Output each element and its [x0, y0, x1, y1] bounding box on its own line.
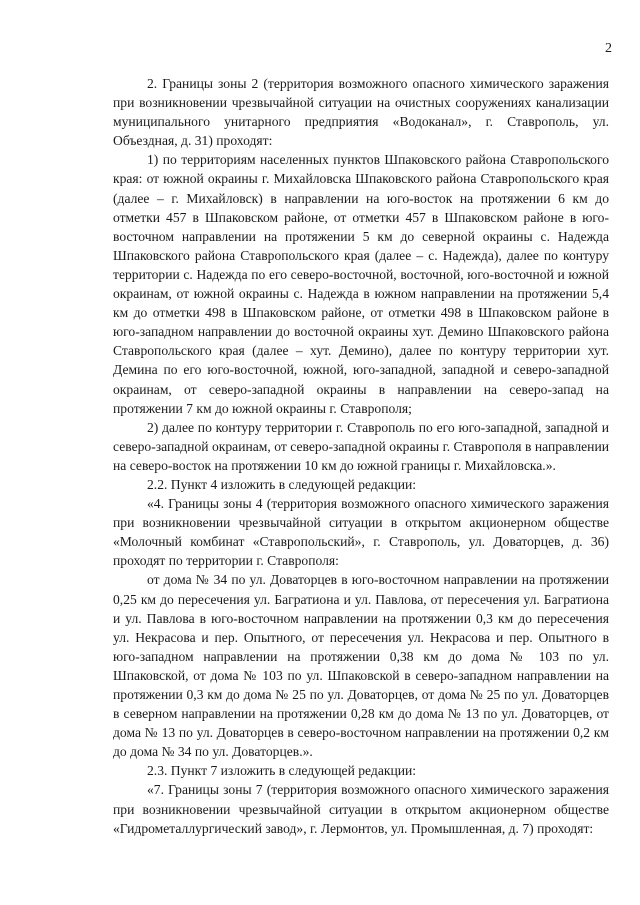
paragraph-zone-4-heading: «4. Границы зоны 4 (территория возможного опасного химического заражения при возникновении чрезвычайной ситуации в открытом акционерном обществе «Молочный комбинат «Ставропольский», г. Ставрополь, ул. Доваторцев, д. 36) проходят по территории г. Ставрополя: [113, 496, 609, 569]
page-number: 2 [605, 41, 612, 56]
paragraph-zone-7-heading: «7. Границы зоны 7 (территория возможного опасного химического заражения при возникновении чрезвычайной ситуации в открытом акционерном обществе «Гидрометаллургический завод», г. Лермонтов, ул. Промышленная, д. 7) проходят: [113, 782, 609, 836]
paragraph-clause-2-2: 2.2. Пункт 4 изложить в следующей редакции: [147, 476, 417, 492]
paragraph-zone-2-heading: 2. Границы зоны 2 (территория возможного опасного химического заражения при возникновении чрезвычайной ситуации на очистных сооружениях канализации муниципального унитарного предприятия «Водоканал», г. Ставрополь, ул. Объездная, д. 31) проходят: [113, 76, 609, 149]
paragraph-zone-2-item-1: 1) по территориям населенных пунктов Шпаковского района Ставропольского края: от южной окраины г. Михайловска Шпаковского района Ставропольского края (далее – г. Михайловск) в направлении на юго-восток на протяжении 6 км до отметки 457 в Шпаковском районе, от отметки 457 в Шпаковском районе в юго-восточном направлении на протяжении 5 км до северной окраины с. Надежда Шпаковского района Ставропольского края (далее – с. Надежда), далее по контуру территории с. Надежда по его северо-восточной, восточной, юго-восточной и южной окраинам, от южной окраины с. Надежда в южном направлении на протяжении 5,4 км до отметки 498 в Шпаковском районе, от отметки 498 в Шпаковском районе в юго-западном направлении до восточной окраины хут. Демино Шпаковского района Ставропольского края (далее – хут. Демино), далее по контуру территории хут. Демина по его юго-восточной, южной, юго-западной, западной и северо-западной окраинам, от северо-западной окраины в направлении на северо-запад на протяжении 7 км до южной окраины г. Ставрополя; [113, 152, 609, 416]
paragraph-zone-2-item-2: 2) далее по контуру территории г. Ставрополь по его юго-западной, западной и северо-западной окраинам, от северо-западной окраины г. Ставрополя в направлении на северо-восток на протяжении 10 км до южной границы г. Михайловска.». [113, 419, 609, 473]
document-body [113, 74, 609, 838]
paragraph-clause-2-3: 2.3. Пункт 7 изложить в следующей редакции: [147, 763, 417, 779]
paragraph-zone-4-route: от дома № 34 по ул. Доваторцев в юго-восточном направлении на протяжении 0,25 км до пересечения ул. Багратиона и ул. Павлова, от пересечения ул. Багратиона и ул. Павлова в юго-восточном направлении на протяжении 0,3 км до пересечения ул. Некрасова и пер. Опытного, от пересечения ул. Некрасова и пер. Опытного в юго-западном направлении на протяжении 0,38 км до дома № 103 по ул. Шпаковской, от дома № 103 по ул. Шпаковской в северо-западном направлении на протяжении 0,3 км до дома № 25 по ул. Доваторцев, от дома № 25 по ул. Доваторцев в северном направлении на протяжении 0,28 км до дома № 13 по ул. Доваторцев, от дома № 13 по ул. Доваторцев в северо-восточном направлении на протяжении 0,2 км до дома № 34 по ул. Доваторцев.». [113, 572, 609, 760]
